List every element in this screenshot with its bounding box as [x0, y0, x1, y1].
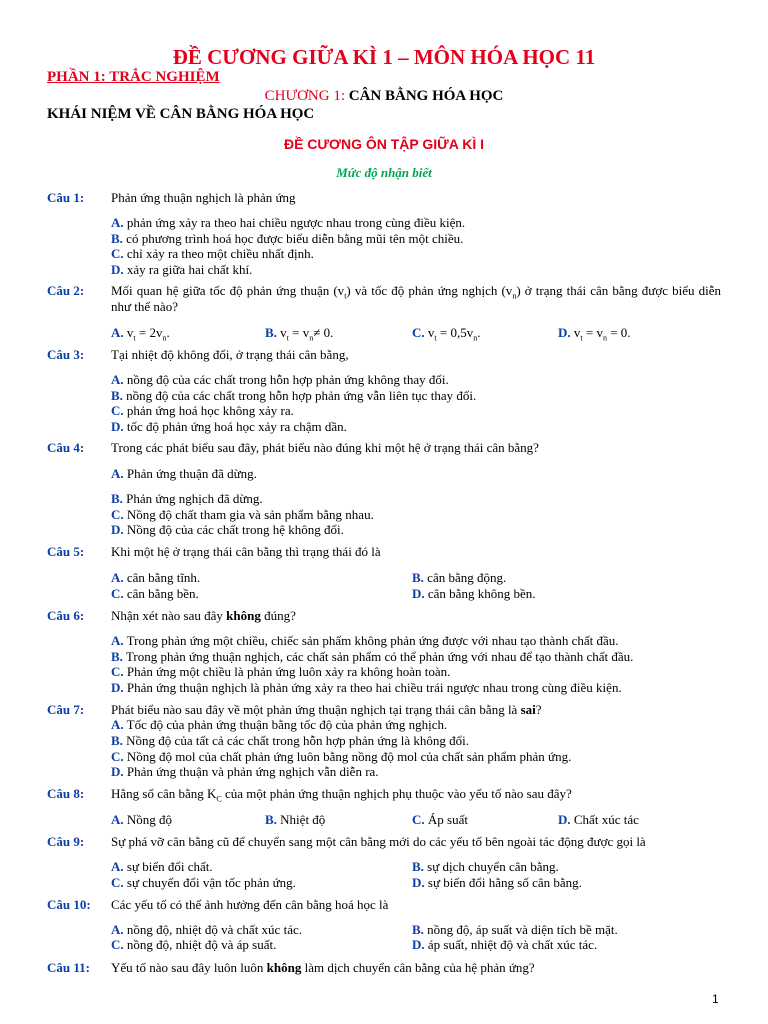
option-d	[111, 419, 347, 435]
option-c	[111, 937, 276, 953]
stem-subscript: n	[512, 291, 517, 301]
option-letter: B.	[111, 733, 123, 748]
option-a	[111, 633, 619, 649]
option-text: cân bằng bền.	[123, 586, 199, 601]
option-text: v	[570, 325, 581, 340]
option-letter: B.	[412, 922, 424, 937]
option-text: Phản ứng một chiều là phản ứng luôn xảy ra không hoàn toàn.	[123, 664, 451, 679]
option-letter: D.	[111, 764, 124, 779]
stem-emphasis: sai	[520, 702, 536, 717]
option-text: v	[276, 325, 287, 340]
option-a	[111, 859, 213, 875]
option-text: Phản ứng thuận nghịch là phản ứng xảy ra theo hai chiều trái ngược nhau trong cùng điều kiện.	[123, 680, 622, 695]
option-text: Tốc độ của phản ứng thuận bằng tốc độ của phản ứng nghịch.	[123, 717, 448, 732]
option-text: Phản ứng thuận đã dừng.	[123, 466, 257, 481]
option-subscript: n	[162, 333, 167, 343]
option-subscript: t	[286, 333, 289, 343]
option-text: nồng độ, áp suất và diện tích bề mặt.	[423, 922, 618, 937]
question-stem: Khi một hệ ở trạng thái cân bằng thì trạng thái đó là	[111, 544, 381, 559]
option-letter: B.	[265, 812, 277, 827]
stem-emphasis: không	[266, 960, 302, 975]
option-text: Phản ứng nghịch đã dừng.	[122, 491, 263, 506]
option-letter: A.	[111, 215, 124, 230]
page-number: 1	[712, 992, 719, 1006]
option-d	[111, 764, 379, 780]
option-letter: D.	[111, 680, 124, 695]
question-label: Câu 3:	[47, 347, 85, 362]
stem-text: Mối quan hệ giữa tốc độ phản ứng thuận (v	[111, 283, 345, 298]
option-letter: A.	[111, 372, 124, 387]
option-a	[111, 812, 172, 828]
question-stem	[111, 960, 721, 976]
option-text: Nồng độ	[123, 812, 173, 827]
stem-subscript: t	[344, 291, 347, 301]
stem-emphasis: không	[226, 608, 261, 623]
option-d	[558, 812, 639, 828]
option-text: = 0,5v	[436, 325, 474, 340]
option-c	[111, 749, 571, 765]
option-letter: A.	[111, 859, 124, 874]
option-letter: C.	[412, 812, 425, 827]
stem-text: làm dịch chuyển cân bằng của hệ phản ứng?	[301, 960, 535, 975]
stem-text: Hằng số cân bằng K	[111, 786, 217, 801]
option-subscript: t	[133, 333, 136, 343]
option-b	[265, 325, 333, 341]
option-text: Phản ứng thuận và phản ứng nghịch vẫn diễn ra.	[123, 764, 379, 779]
option-subscript: n	[473, 333, 478, 343]
option-a	[111, 466, 257, 482]
option-letter: A.	[111, 466, 124, 481]
option-text: cân bằng tĩnh.	[123, 570, 201, 585]
stem-text: ) ở trạng thái cân bằng được biểu diễn như thế nào?	[111, 283, 721, 314]
option-c	[412, 812, 468, 828]
question-label: Câu 9:	[47, 834, 85, 849]
option-c	[111, 246, 314, 262]
option-letter: C.	[111, 586, 124, 601]
option-letter: B.	[111, 231, 123, 246]
option-b	[412, 859, 559, 875]
option-b	[111, 388, 476, 404]
question-label: Câu 11:	[47, 960, 90, 975]
question-label: Câu 8:	[47, 786, 85, 801]
option-a	[111, 215, 465, 231]
option-letter: A.	[111, 922, 124, 937]
option-text: Chất xúc tác	[570, 812, 639, 827]
option-letter: C.	[111, 507, 124, 522]
option-text: áp suất, nhiệt độ và chất xúc tác.	[424, 937, 598, 952]
option-d	[558, 325, 631, 341]
option-text: ≠ 0.	[313, 325, 334, 340]
option-text: cân bằng không bền.	[424, 586, 536, 601]
question-stem	[111, 786, 721, 802]
option-text: = v	[288, 325, 310, 340]
option-d	[412, 937, 597, 953]
option-text: v	[424, 325, 435, 340]
option-letter: D.	[111, 419, 124, 434]
option-c	[412, 325, 480, 341]
option-text: Nồng độ chất tham gia và sản phẩm bằng nhau.	[123, 507, 374, 522]
stem-text: Yếu tố nào sau đây luôn luôn	[111, 960, 267, 975]
stem-text: của một phản ứng thuận nghịch phụ thuộc vào yếu tố nào sau đây?	[221, 786, 572, 801]
option-a	[111, 372, 449, 388]
option-d	[111, 522, 344, 538]
option-letter: C.	[111, 403, 124, 418]
option-subscript: t	[434, 333, 437, 343]
option-letter: D.	[111, 262, 124, 277]
option-b	[412, 570, 506, 586]
option-letter: B.	[412, 570, 424, 585]
question-label: Câu 2:	[47, 283, 85, 298]
question-label: Câu 1:	[47, 190, 85, 205]
option-b	[265, 812, 325, 828]
option-b	[111, 491, 263, 507]
option-b	[111, 649, 633, 665]
option-c	[111, 664, 450, 680]
option-text: Nhiệt độ	[276, 812, 326, 827]
stem-text: đúng?	[260, 608, 296, 623]
stem-text: ?	[535, 702, 542, 717]
option-text: nồng độ, nhiệt độ và áp suất.	[123, 937, 277, 952]
option-subscript: n	[602, 333, 607, 343]
option-text: v	[123, 325, 134, 340]
option-d	[412, 586, 535, 602]
option-letter: D.	[412, 875, 425, 890]
option-text: .	[166, 325, 170, 340]
option-text: Nồng độ của tất cả các chất trong hỗn hợp phản ứng là không đổi.	[122, 733, 469, 748]
option-text: nồng độ, nhiệt độ và chất xúc tác.	[123, 922, 302, 937]
option-text: Áp suất	[424, 812, 468, 827]
option-letter: B.	[111, 388, 123, 403]
option-b	[111, 733, 469, 749]
option-letter: A.	[111, 812, 124, 827]
question-label: Câu 6:	[47, 608, 85, 623]
review-subtitle: ĐỀ CƯƠNG ÔN TẬP GIỮA KÌ I	[283, 136, 485, 152]
option-text: tốc độ phản ứng hoá học xảy ra chậm dần.	[123, 419, 347, 434]
question-stem	[111, 702, 721, 718]
option-letter: D.	[111, 522, 124, 537]
option-letter: A.	[111, 633, 124, 648]
option-letter: B.	[265, 325, 277, 340]
option-text: có phương trình hoá học được biểu diễn bằng mũi tên một chiều.	[122, 231, 464, 246]
option-b	[412, 922, 618, 938]
option-text: nồng độ của các chất trong hỗn hợp phản ứng vẫn liên tục thay đổi.	[122, 388, 477, 403]
option-letter: D.	[558, 325, 571, 340]
option-c	[111, 586, 199, 602]
option-text: Trong phản ứng một chiều, chiếc sản phẩm không phản ứng được với nhau tạo thành chất đầu.	[123, 633, 619, 648]
stem-text: Phát biểu nào sau đây về một phản ứng thuận nghịch tại trạng thái cân bằng là	[111, 702, 521, 717]
option-text: phản ứng xảy ra theo hai chiều ngược nhau trong cùng điều kiện.	[123, 215, 466, 230]
option-letter: B.	[111, 491, 123, 506]
part-heading: PHẦN 1: TRẮC NGHIỆM	[47, 69, 220, 85]
option-text: sự dịch chuyển cân bằng.	[423, 859, 559, 874]
option-d	[111, 262, 252, 278]
option-subscript: n	[309, 333, 314, 343]
stem-subscript: C	[216, 794, 222, 804]
option-letter: C.	[111, 937, 124, 952]
difficulty-level: Mức độ nhận biết	[336, 165, 432, 180]
option-text: = 0.	[606, 325, 631, 340]
option-d	[412, 875, 582, 891]
option-letter: A.	[111, 717, 124, 732]
option-d	[111, 680, 622, 696]
option-text: phản ứng hoá học không xảy ra.	[123, 403, 294, 418]
concept-heading: KHÁI NIỆM VỀ CÂN BẰNG HÓA HỌC	[47, 106, 315, 122]
option-a	[111, 717, 447, 733]
option-text: xảy ra giữa hai chất khí.	[123, 262, 253, 277]
option-text: sự chuyển đổi vận tốc phản ứng.	[123, 875, 296, 890]
option-text: Trong phản ứng thuận nghịch, các chất sản phẩm có thể phản ứng với nhau để tạo thành chất đầu.	[122, 649, 634, 664]
option-text: = v	[582, 325, 603, 340]
question-stem: Các yếu tố có thể ảnh hưởng đến cân bằng hoá học là	[111, 897, 389, 912]
document-title: ĐỀ CƯƠNG GIỮA KÌ 1 – MÔN HÓA HỌC 11	[172, 45, 596, 69]
option-b	[111, 231, 463, 247]
option-text: chỉ xảy ra theo một chiều nhất định.	[123, 246, 314, 261]
option-letter: D.	[558, 812, 571, 827]
option-letter: A.	[111, 325, 124, 340]
question-label: Câu 5:	[47, 544, 85, 559]
question-stem: Phản ứng thuận nghịch là phản ứng	[111, 190, 296, 205]
option-letter: A.	[111, 570, 124, 585]
stem-text: ) và tốc độ phản ứng nghịch (v	[346, 283, 513, 298]
option-letter: D.	[412, 937, 425, 952]
option-text: Nồng độ của các chất trong hệ không đổi.	[123, 522, 344, 537]
question-stem	[111, 283, 721, 315]
option-c	[111, 403, 294, 419]
option-letter: C.	[111, 246, 124, 261]
option-text: = 2v	[135, 325, 163, 340]
stem-text: Nhận xét nào sau đây	[111, 608, 227, 623]
option-letter: C.	[412, 325, 425, 340]
option-letter: D.	[412, 586, 425, 601]
question-label: Câu 7:	[47, 702, 85, 717]
chapter-heading	[0, 87, 768, 105]
chapter-name: CÂN BẰNG HÓA HỌC	[345, 88, 504, 104]
question-stem: Tại nhiệt độ không đổi, ở trạng thái cân bằng,	[111, 347, 349, 362]
question-label: Câu 10:	[47, 897, 91, 912]
option-letter: C.	[111, 875, 124, 890]
option-text: Nồng độ mol của chất phản ứng luôn bằng nồng độ mol của chất sản phẩm phản ứng.	[123, 749, 572, 764]
chapter-prefix: CHƯƠNG 1:	[264, 88, 346, 104]
option-a	[111, 325, 170, 341]
question-stem	[111, 608, 721, 624]
option-c	[111, 875, 296, 891]
question-stem: Trong các phát biểu sau đây, phát biểu nào đúng khi một hệ ở trạng thái cân bằng?	[111, 440, 539, 455]
option-text: .	[477, 325, 481, 340]
option-c	[111, 507, 374, 523]
question-label: Câu 4:	[47, 440, 85, 455]
option-letter: C.	[111, 749, 124, 764]
option-text: cân bằng động.	[423, 570, 507, 585]
option-text: sự biến đổi hằng số cân bằng.	[424, 875, 582, 890]
option-letter: B.	[412, 859, 424, 874]
option-letter: B.	[111, 649, 123, 664]
option-a	[111, 922, 302, 938]
question-stem: Sự phá vỡ cân bằng cũ để chuyển sang một cân bằng mới do các yếu tố bên ngoài tác động được gọi là	[111, 834, 646, 849]
option-text: nồng độ của các chất trong hỗn hợp phản ứng không thay đổi.	[123, 372, 449, 387]
option-letter: C.	[111, 664, 124, 679]
option-subscript: t	[580, 333, 583, 343]
option-text: sự biến đổi chất.	[123, 859, 213, 874]
option-a	[111, 570, 200, 586]
